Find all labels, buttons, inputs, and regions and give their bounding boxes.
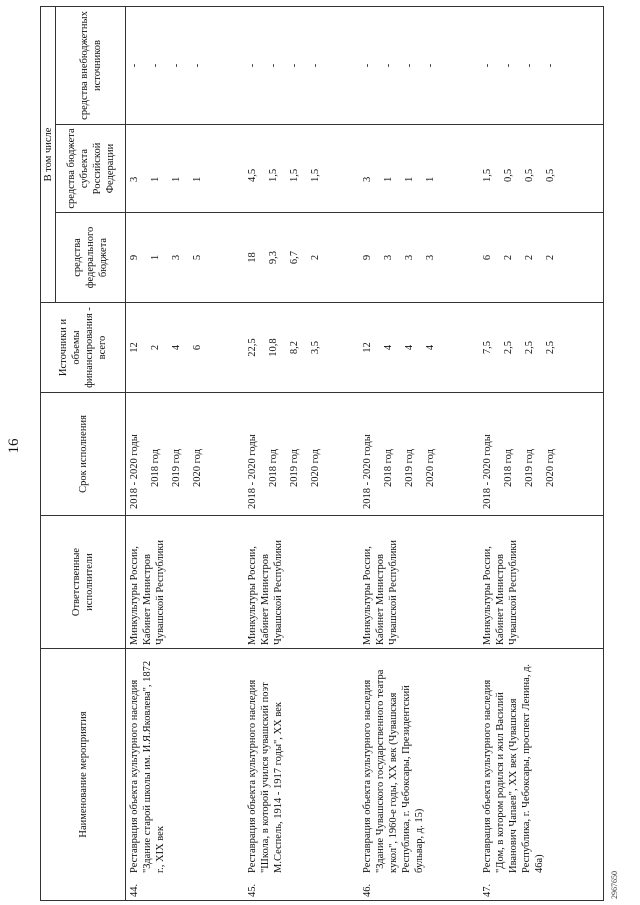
value-total: 12 bbox=[129, 342, 140, 353]
value-term: 2020 год bbox=[544, 449, 556, 487]
value-regional: 1 bbox=[171, 176, 182, 182]
row-number: 47. bbox=[481, 883, 493, 897]
cell-term bbox=[126, 393, 244, 516]
value-federal: 3 bbox=[382, 254, 394, 261]
value-extra: - bbox=[267, 63, 279, 68]
header-row-1 bbox=[41, 6, 56, 900]
value-regional: 1 bbox=[192, 176, 203, 182]
measure-name: Реставрация объекта культурного наследия "Дом, в котором родился и жил Василий Иванович Чапаев", XX век (Чувашская Республика, г. Чебоксары, проспект Ленина, д. 46а) bbox=[481, 663, 545, 873]
value-regional: 1,5 bbox=[267, 168, 279, 182]
value-regional: 1,5 bbox=[309, 168, 321, 182]
value-extra: - bbox=[246, 63, 258, 68]
cell-federal bbox=[479, 213, 604, 303]
value-extra: - bbox=[150, 63, 161, 68]
value-federal: 2 bbox=[544, 254, 556, 261]
value-term: 2019 год bbox=[288, 449, 300, 487]
header-term: Срок исполнения bbox=[41, 393, 126, 516]
cell-measure-name bbox=[479, 649, 604, 901]
value-extra: - bbox=[481, 63, 493, 68]
header-name: Наименование мероприятия bbox=[41, 649, 126, 901]
value-regional: 0,5 bbox=[544, 168, 556, 182]
value-total: 2,5 bbox=[544, 340, 556, 355]
value-term: 2018 год bbox=[267, 449, 279, 487]
table-row bbox=[244, 6, 359, 900]
measure-name: Реставрация объекта культурного наследия "Здание старой школы им. И.Я.Яковлева", 1872 г., XIX век bbox=[129, 660, 166, 873]
value-total: 8,2 bbox=[288, 340, 300, 355]
cell-regional bbox=[479, 125, 604, 213]
value-extra: - bbox=[382, 63, 394, 68]
value-regional: 1 bbox=[424, 176, 436, 182]
value-term: 2018 - 2020 годы bbox=[361, 434, 373, 509]
value-extra: - bbox=[129, 63, 140, 68]
cell-extrabudget bbox=[126, 6, 244, 124]
cell-total bbox=[244, 303, 359, 393]
value-total: 7,5 bbox=[481, 340, 493, 355]
value-term: 2020 год bbox=[192, 449, 203, 487]
value-regional: 1 bbox=[382, 176, 394, 182]
value-regional: 4,5 bbox=[246, 168, 258, 182]
cell-extrabudget bbox=[359, 6, 479, 124]
cell-responsible: Минкультуры России, Кабинет Министров Чувашской Республики bbox=[244, 516, 359, 649]
value-total: 6 bbox=[192, 344, 203, 351]
value-regional: 1,5 bbox=[481, 168, 493, 182]
header-responsible: Ответственные исполнители bbox=[41, 516, 126, 649]
value-total: 3,5 bbox=[309, 340, 321, 355]
row-number: 44. bbox=[129, 883, 140, 897]
value-extra: - bbox=[309, 63, 321, 68]
value-federal: 5 bbox=[192, 254, 203, 261]
measures-body bbox=[126, 6, 604, 900]
cell-responsible: Минкультуры России, Кабинет Министров Чувашской Республики bbox=[479, 516, 604, 649]
table-row bbox=[126, 6, 244, 900]
value-federal: 9 bbox=[361, 254, 373, 261]
value-total: 22,5 bbox=[246, 338, 258, 357]
row-number: 46. bbox=[361, 883, 373, 897]
value-extra: - bbox=[288, 63, 300, 68]
row-number: 45. bbox=[246, 883, 258, 897]
value-federal: 9 bbox=[129, 254, 140, 261]
cell-term bbox=[479, 393, 604, 516]
value-total: 10,8 bbox=[267, 338, 279, 357]
cell-measure-name bbox=[359, 649, 479, 901]
cell-extrabudget bbox=[244, 6, 359, 124]
value-federal: 18 bbox=[246, 252, 258, 263]
value-term: 2020 год bbox=[424, 449, 436, 487]
value-federal: 9,3 bbox=[267, 250, 279, 265]
document-code: 2967650 bbox=[610, 871, 619, 899]
cell-measure-name bbox=[244, 649, 359, 901]
value-term: 2018 год bbox=[150, 449, 161, 487]
value-extra: - bbox=[403, 63, 415, 68]
cell-term bbox=[244, 393, 359, 516]
value-total: 12 bbox=[361, 342, 373, 353]
value-total: 4 bbox=[382, 344, 394, 351]
header-federal: средства федерального бюджета bbox=[56, 213, 126, 303]
value-term: 2019 год bbox=[403, 449, 415, 487]
value-federal: 3 bbox=[171, 254, 182, 261]
value-federal: 3 bbox=[424, 254, 436, 261]
value-regional: 1,5 bbox=[288, 168, 300, 182]
header-in-total: В том числе bbox=[41, 6, 56, 302]
value-total: 2,5 bbox=[523, 340, 535, 355]
value-term: 2019 год bbox=[171, 449, 182, 487]
value-extra: - bbox=[171, 63, 182, 68]
value-federal: 2 bbox=[523, 254, 535, 261]
value-extra: - bbox=[523, 63, 535, 68]
value-federal: 6 bbox=[481, 254, 493, 261]
value-term: 2018 - 2020 годы bbox=[481, 434, 493, 509]
measure-name: Реставрация объекта культурного наследия "Школа, в которой учился чувашский поэт М.Сеспель, 1914 - 1917 годы", XX век bbox=[246, 679, 284, 873]
cell-federal bbox=[244, 213, 359, 303]
value-term: 2018 - 2020 годы bbox=[246, 434, 258, 509]
value-regional: 1 bbox=[403, 176, 415, 182]
value-total: 4 bbox=[171, 344, 182, 351]
measures-table bbox=[40, 6, 604, 901]
cell-total bbox=[359, 303, 479, 393]
value-federal: 1 bbox=[150, 254, 161, 261]
value-extra: - bbox=[361, 63, 373, 68]
value-total: 2 bbox=[150, 344, 161, 351]
cell-measure-name bbox=[126, 649, 244, 901]
value-regional: 1 bbox=[150, 176, 161, 182]
value-total: 2,5 bbox=[502, 340, 514, 355]
cell-responsible: Минкультуры России, Кабинет Министров Чувашской Республики bbox=[359, 516, 479, 649]
cell-regional bbox=[244, 125, 359, 213]
value-extra: - bbox=[502, 63, 514, 68]
value-extra: - bbox=[192, 63, 203, 68]
cell-extrabudget bbox=[479, 6, 604, 124]
cell-total bbox=[126, 303, 244, 393]
cell-federal bbox=[126, 213, 244, 303]
value-extra: - bbox=[544, 63, 556, 68]
value-term: 2020 год bbox=[309, 449, 321, 487]
measure-name: Реставрация объекта культурного наследия "Здание Чувашского государственного театра кукол", 1960-е годы, XX век (Чувашская Республика, г. Чебоксары, Президентский бульвар, д. 15) bbox=[361, 669, 425, 873]
header-total: Источники и объемы финансирования - всего bbox=[41, 303, 126, 393]
cell-regional bbox=[126, 125, 244, 213]
value-term: 2018 год bbox=[382, 449, 394, 487]
value-regional: 0,5 bbox=[502, 168, 514, 182]
cell-total bbox=[479, 303, 604, 393]
value-extra: - bbox=[424, 63, 436, 68]
value-regional: 0,5 bbox=[523, 168, 535, 182]
header-regional: средства бюджета субъекта Российской Федерации bbox=[56, 125, 126, 213]
value-federal: 6,7 bbox=[288, 250, 300, 265]
value-federal: 2 bbox=[502, 254, 514, 261]
value-term: 2018 - 2020 годы bbox=[129, 434, 140, 509]
value-federal: 2 bbox=[309, 254, 321, 261]
cell-federal bbox=[359, 213, 479, 303]
cell-regional bbox=[359, 125, 479, 213]
cell-responsible: Минкультуры России, Кабинет Министров Чувашской Республики bbox=[126, 516, 244, 649]
value-federal: 3 bbox=[403, 254, 415, 261]
header-extrabudget: средства внебюджетных источников bbox=[56, 6, 126, 124]
cell-term bbox=[359, 393, 479, 516]
value-total: 4 bbox=[424, 344, 436, 351]
value-regional: 3 bbox=[129, 176, 140, 182]
value-term: 2019 год bbox=[523, 449, 535, 487]
value-regional: 3 bbox=[361, 176, 373, 182]
table-row bbox=[479, 6, 604, 900]
table-row bbox=[359, 6, 479, 900]
value-total: 4 bbox=[403, 344, 415, 351]
page-number: 16 bbox=[6, 438, 22, 454]
value-term: 2018 год bbox=[502, 449, 514, 487]
